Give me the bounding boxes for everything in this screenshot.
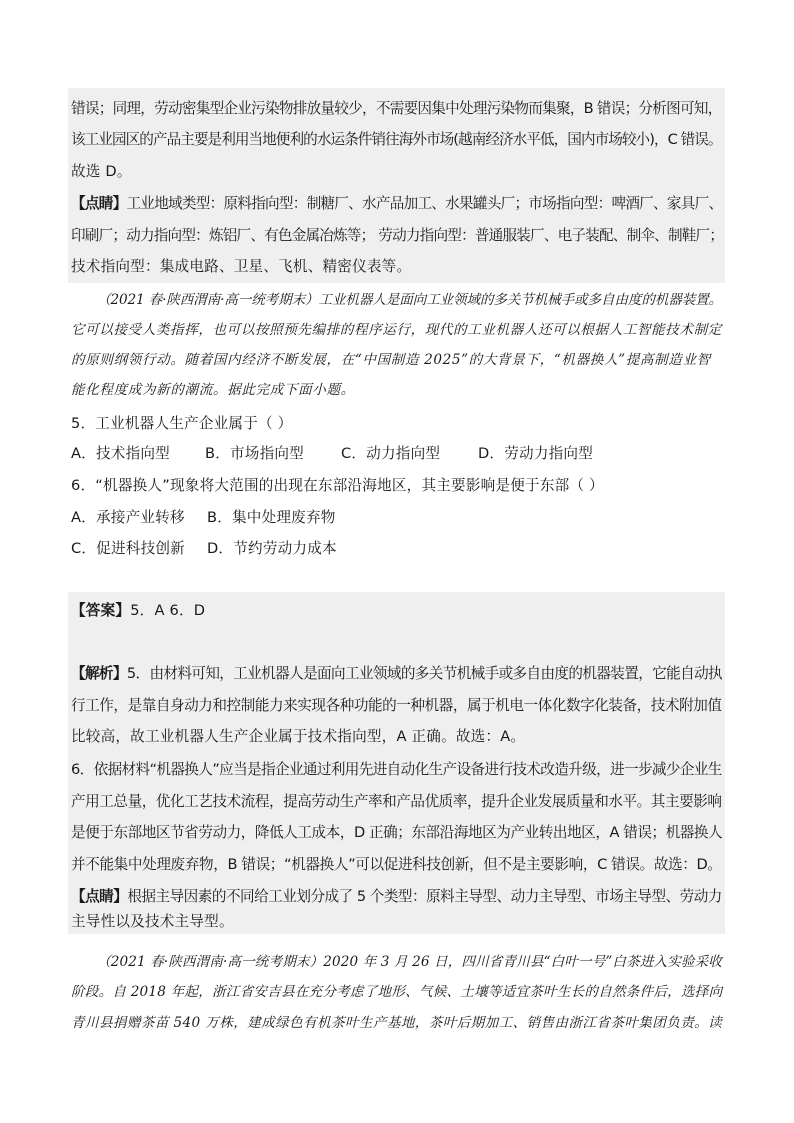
material-line: （2021 春·陕西渭南·高一统考期末）工业机器人是面向工业领域的多关节机械手或多自由度的机器装置。 [97,292,723,308]
dianjing-line [71,194,722,214]
dianjing-label: 【点睛】 [71,195,127,212]
answer-line [71,601,205,621]
material-line: 的原则纲领行动。随着国内经济不断发展，在“中国制造 2025”的大背景下，“机器换人”提高制造业智 [71,352,711,368]
dianjing-text: 工业地域类型：原料指向型：制糖厂、水产品加工、水果罐头厂；市场指向型：啤酒厂、家具厂、 [126,195,723,212]
option-b: B．集中处理废弃物 [207,509,336,526]
text-line: 错误；同理，劳动密集型企业污染物排放量较少，不需要因集中处理污染物而集聚，B 错误；分析图可知， [71,100,722,117]
analysis-text: 5．由材料可知，工业机器人是面向工业领域的多关节机械手或多自由度的机器装置，它能自动执 [126,665,723,682]
option-d: D．节约劳动力成本 [207,540,337,557]
dianjing-label: 【点睛】 [71,888,128,905]
option-a: A．承接产业转移 [71,509,185,526]
option-c: C．促进科技创新 [71,540,185,557]
text-line: 主导性以及技术主导型。 [71,913,234,930]
dianjing-text: 根据主导因素的不同给工业划分成了 5 个类型：原料主导型、动力主导型、市场主导型、劳动力 [127,888,722,905]
material-line: 它可以接受人类指挥，也可以按照预先编排的程序运行，现代的工业机器人还可以根据人工智能技术制定 [71,322,722,338]
text-line: 印刷厂；动力指向型：炼铝厂、有色金属冶炼等； 劳动力指向型：普通服装厂、电子装配、制伞、制鞋厂； [71,227,724,244]
answer-label: 【答案】 [71,602,131,619]
material-line: （2021 春·陕西渭南·高一统考期末）2020 年 3 月 26 日，四川省青川县“白叶一号”白茶进入实验采收 [97,954,722,970]
analysis-label: 【解析】 [71,665,127,682]
question-6: 6．“机器换人”现象将大范围的出现在东部沿海地区，其主要影响是便于东部（ ） [71,477,604,494]
question-6-options-row2 [71,539,337,559]
text-line: 该工业园区的产品主要是利用当地便利的水运条件销往海外市场(越南经济水平低，国内市场较小)，C 错误。 [71,131,722,148]
text-line: 产用工总量，优化工艺技术流程，提高劳动生产率和产品优质率，提升企业发展质量和水平。其主要影响 [71,793,722,810]
text-line: 并不能集中处理废弃物，B 错误；“机器换人”可以促进科技创新，但不是主要影响，C 错误。故选：D。 [71,856,722,873]
question-5-options [71,444,593,464]
question-5: 5．工业机器人生产企业属于（ ） [71,415,293,432]
option-b: B．市场指向型 [205,445,304,462]
text-line: 是便于东部地区节省劳动力，降低人工成本，D 正确；东部沿海地区为产业转出地区，A 错误；机器换人 [71,824,723,841]
option-c: C．动力指向型 [341,445,441,462]
material-line: 青川县捐赠茶苗 540 万株，建成绿色有机茶叶生产基地，茶叶后期加工、销售由浙江省茶叶集团负责。读 [71,1015,723,1031]
text-line: 故选 D。 [71,163,132,180]
answer-text: 5．A 6．D [130,602,206,619]
material-line: 阶段。自 2018 年起，浙江省安吉县在充分考虑了地形、气候、土壤等适宜茶叶生长的自然条件后，选择向 [71,984,723,1000]
dianjing-line [71,887,722,907]
option-a: A．技术指向型 [71,445,170,462]
material-line: 能化程度成为新的潮流。据此完成下面小题。 [71,382,355,398]
question-6-options-row1 [71,508,336,528]
text-line: 行工作，是靠自身动力和控制能力来实现各种功能的一种机器，属于机电一体化数字化装备，技术附加值 [71,697,722,714]
text-line: 技术指向型：集成电路、卫星、飞机、精密仪表等。 [71,258,412,275]
analysis-line [71,664,722,684]
text-line: 6．依据材料“机器换人”应当是指企业通过利用先进自动化生产设备进行技术改造升级，进一步减少企业生 [71,761,722,778]
option-d: D．劳动力指向型 [478,445,593,462]
text-line: 比较高，故工业机器人生产企业属于技术指向型，A 正确。故选：A。 [71,728,526,745]
